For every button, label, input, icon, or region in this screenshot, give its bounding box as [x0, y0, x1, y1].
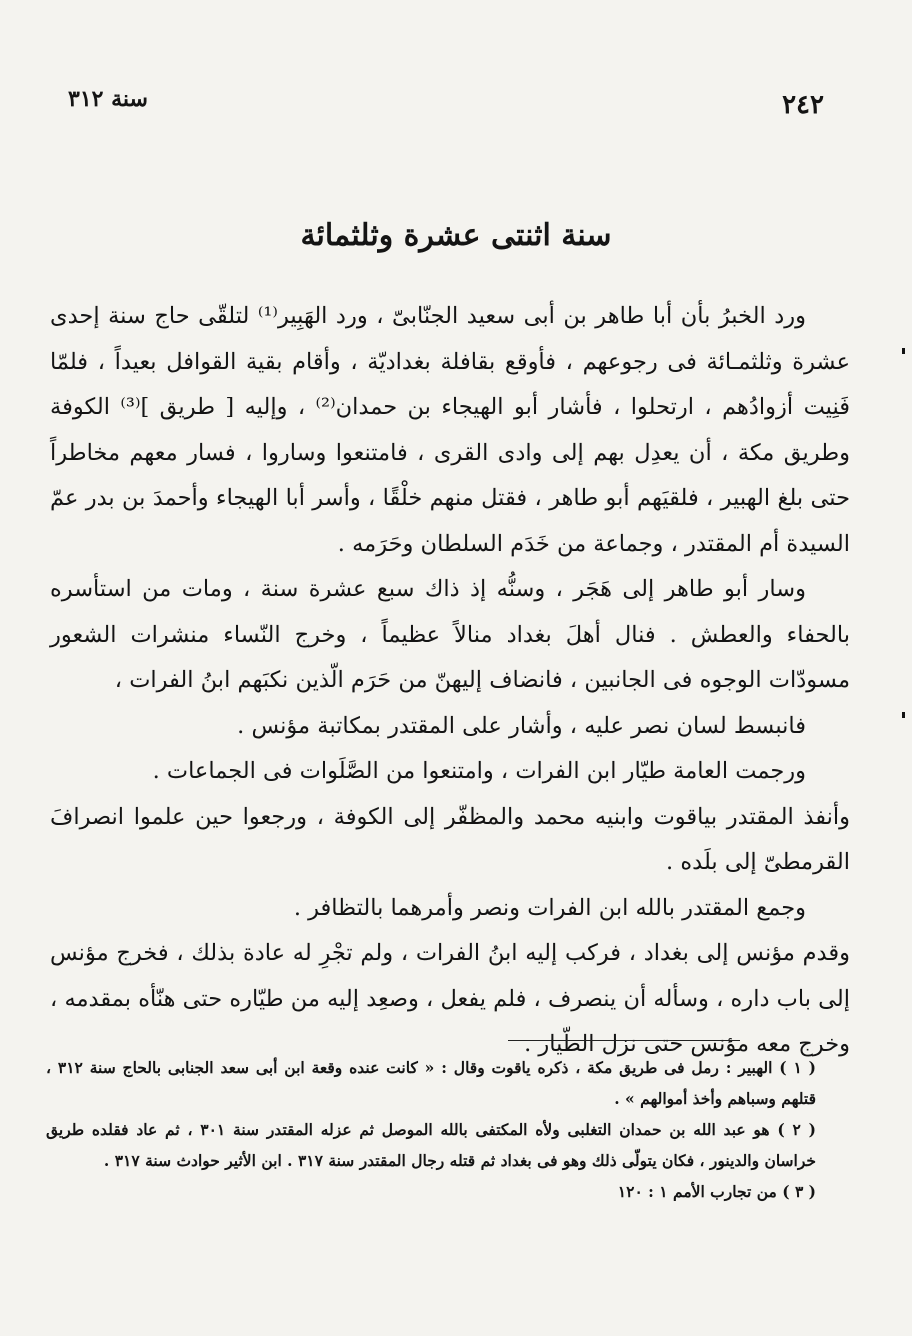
footnote: ( ٢ ) هو عبد الله بن حمدان التغلبى ولأه المكتفى بالله الموصل ثم عزله المقتدر سنة ٣٠١ ، ثم عاد فقلده طريق خراسان والدينور ، فكان يتولّى ذلك وهو فى بغداد ثم قتله رجال المقتدر سنة ٣١٧ . ابن الأثير حوادث سنة ٣١٧ .: [46, 1120, 816, 1170]
body-text: [50, 294, 850, 1068]
paragraph: ورجمت العامة طيّار ابن الفرات ، وامتنعوا من الصَّلَوات فى الجماعات .: [152, 758, 806, 784]
chapter-title: سنة اثنتى عشرة وثلثمائة: [300, 218, 612, 253]
paragraph: وسار أبو طاهر إلى هَجَر ، وسنُّه إذ ذاك سبع عشرة سنة ، ومات من استأسره بالحفاء والعطش . فنال أهلَ بغداد منالاً عظيماً ، وخرج النّساء منشرات الشعور مسودّات الوجوه فى الجانبين ، فانضاف إليهنّ من حَرَم الّذين نكبَهم ابنُ الفرات ،: [50, 576, 850, 693]
page-number: ٢٤٢: [782, 90, 824, 120]
footnote: ( ١ ) الهبير : رمل فى طريق مكة ، ذكره ياقوت وقال : « كانت عنده وقعة ابن أبى سعد الجنابى بالحاج سنة ٣١٢ ، قتلهم وسباهم وأخذ أموالهم » .: [46, 1058, 816, 1108]
margin-mark: [902, 348, 905, 354]
running-head-year: سنة ٣١٢: [68, 86, 148, 112]
margin-mark: [902, 712, 905, 718]
footnote: ( ٣ ) من تجارب الأمم ١ : ١٢٠: [617, 1182, 816, 1201]
paragraph: وأنفذ المقتدر بياقوت وابنيه محمد والمظفّر إلى الكوفة ، ورجعوا حين علموا انصرافَ القرمطىّ إلى بلَده .: [50, 803, 850, 875]
footnote-separator: [508, 1040, 740, 1041]
paragraph: وجمع المقتدر بالله ابن الفرات ونصر وأمرهما بالتظافر .: [293, 894, 806, 921]
footnotes: [46, 1052, 836, 1207]
paragraph: ورد الخبرُ بأن أبا طاهر بن أبى سعيد الجنّابىّ ، ورد الهَبِير⁽¹⁾ لتلقّى حاج سنة إحدى عشرة وثلثمـائة فى رجوعهم ، فأوقع بقافلة بغداديّة ، وأقام بقية القوافل بعيداً ، فلمّا فَنِيت أزوادُهم ، ارتحلوا ، فأشار أبو الهيجاء بن حمدان⁽²⁾ ، وإليه [ طريق ]⁽³⁾ الكوفة وطريق مكة ، أن يعدِل بهم إلى وادى القرى ، فامتنعوا وساروا ، فسار معهم مخاطراً حتى بلغ الهبير ، فلقيَهم أبو طاهر ، فقتل منهم خلْقًا ، وأسر أبا الهيجاء وأحمدَ بن بدر عمّ السيدة أم المقتدر ، وجماعة من خَدَم السلطان وحَرَمه .: [50, 303, 850, 557]
paragraph: وقدم مؤنس إلى بغداد ، فركب إليه ابنُ الفرات ، ولم تجْرِ له عادة بذلك ، فخرج مؤنس إلى باب داره ، وسأله أن ينصرف ، فلم يفعل ، وصعِد إليه من طيّاره حتى هنّأه بمقدمه ، وخرج معه مؤنس حتى نزل الطّيار .: [50, 940, 850, 1057]
paragraph: فانبسط لسان نصر عليه ، وأشار على المقتدر بمكاتبة مؤنس .: [237, 712, 806, 739]
